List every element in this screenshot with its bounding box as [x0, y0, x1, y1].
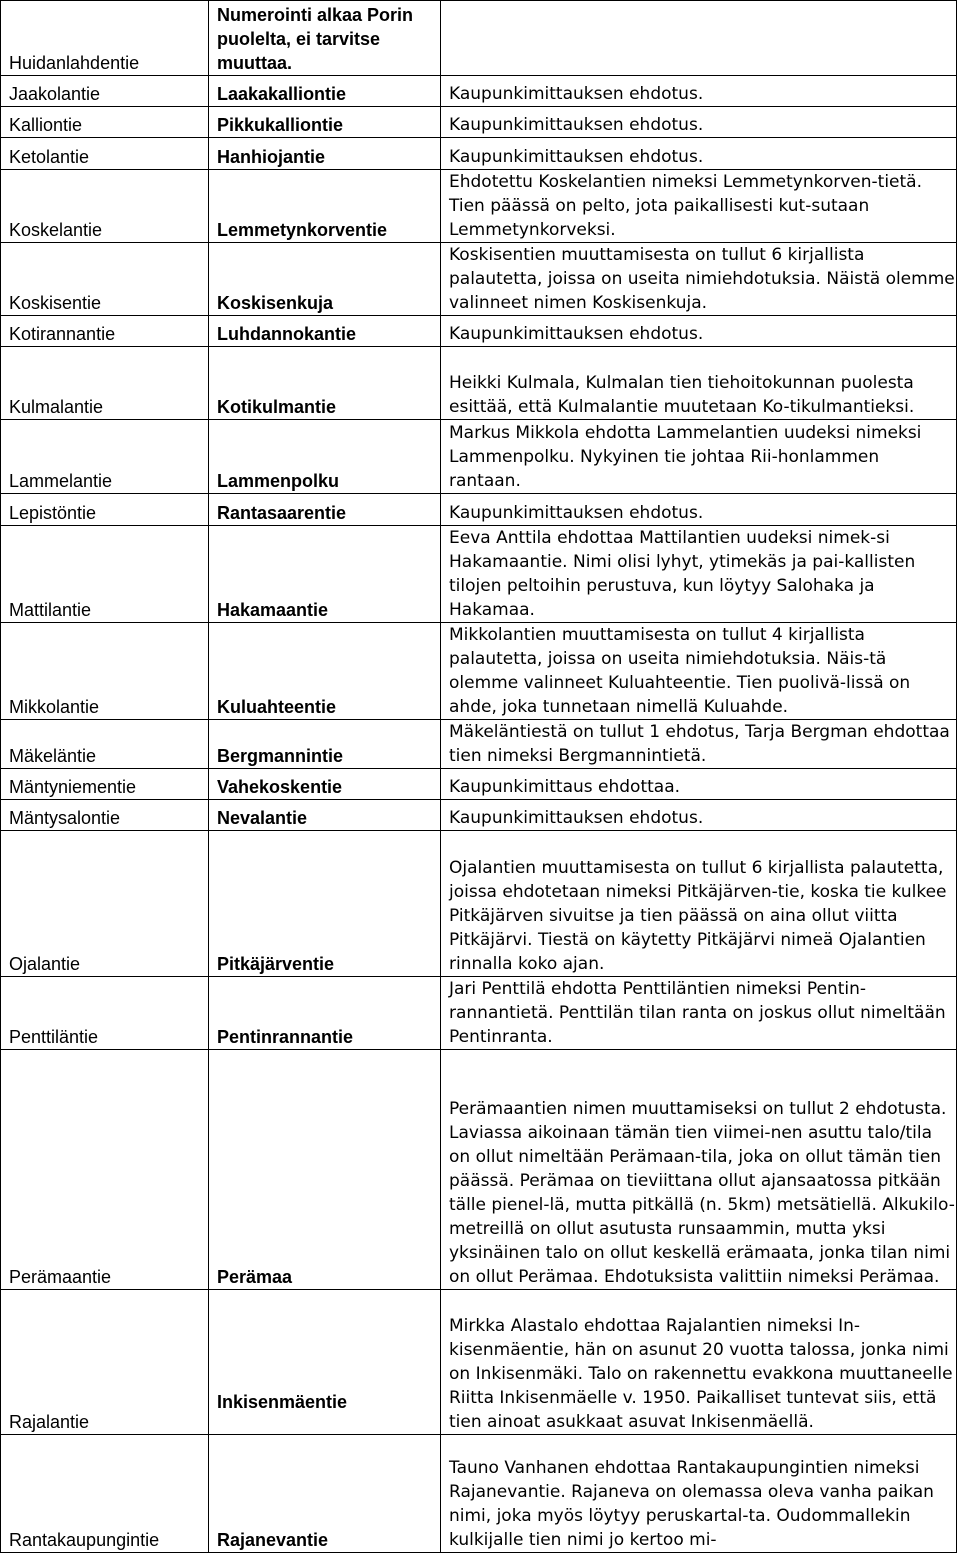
proposal-note: Jari Penttilä ehdotta Penttiläntien nimeksi Pentin-rannantietä. Penttilän tilan ranta on joskus ollut nimeltään Pentinranta. [441, 977, 957, 1050]
old-street-name: Mäntyniementie [1, 769, 209, 800]
new-street-name: Pentinrannantie [209, 977, 441, 1050]
new-street-name: Lemmetynkorventie [209, 170, 441, 243]
old-street-name: Rantakaupungintie [1, 1435, 209, 1553]
table-row [1, 1, 957, 76]
old-street-name: Ketolantie [1, 138, 209, 170]
proposal-note: Eeva Anttila ehdottaa Mattilantien uudeksi nimek-si Hakamaantie. Nimi olisi lyhyt, ytimekäs ja pai-kallisten tilojen peltoihin perustuva, kun löytyy Salohaka ja Hakamaa. [441, 526, 957, 623]
table-row [1, 977, 957, 1050]
table-row [1, 1050, 957, 1290]
proposal-note: Kaupunkimittauksen ehdotus. [441, 494, 957, 526]
proposal-note: Kaupunkimittauksen ehdotus. [441, 76, 957, 107]
new-street-name: Bergmannintie [209, 720, 441, 769]
proposal-note: Koskisentien muuttamisesta on tullut 6 kirjallista palautetta, joissa on useita nimiehdotuksia. Näistä olemme valinneet nimen Koskisenkuja. [441, 243, 957, 316]
new-street-name: Koskisenkuja [209, 243, 441, 316]
proposal-note: Kaupunkimittauksen ehdotus. [441, 800, 957, 831]
new-street-name: Laakakalliontie [209, 76, 441, 107]
proposal-note: Kaupunkimittauksen ehdotus. [441, 316, 957, 347]
table-row [1, 76, 957, 107]
old-street-name: Rajalantie [1, 1290, 209, 1435]
new-street-name: Perämaa [209, 1050, 441, 1290]
old-street-name: Koskelantie [1, 170, 209, 243]
old-street-name: Perämaantie [1, 1050, 209, 1290]
table-row [1, 243, 957, 316]
new-street-name: Luhdannokantie [209, 316, 441, 347]
table-row [1, 720, 957, 769]
old-street-name: Lammelantie [1, 420, 209, 494]
proposal-note [441, 1, 957, 76]
old-street-name: Mikkolantie [1, 623, 209, 720]
old-street-name: Jaakolantie [1, 76, 209, 107]
new-street-name: Kotikulmantie [209, 347, 441, 420]
old-street-name: Mattilantie [1, 526, 209, 623]
new-street-name: Rantasaarentie [209, 494, 441, 526]
old-street-name: Koskisentie [1, 243, 209, 316]
new-street-name: Inkisenmäentie [209, 1290, 441, 1435]
proposal-note: Kaupunkimittaus ehdottaa. [441, 769, 957, 800]
old-street-name: Mäkeläntie [1, 720, 209, 769]
new-street-name: Lammenpolku [209, 420, 441, 494]
old-street-name: Mäntysalontie [1, 800, 209, 831]
proposal-note: Ojalantien muuttamisesta on tullut 6 kirjallista palautetta, joissa ehdotetaan nimeksi Pitkäjärven-tie, koska tie kulkee Pitkäjärven sivuitse ja tien päässä on aina ollut viitta Pitkäjärvi. Tiestä on käytetty Pitkäjärvi nimeä Ojalantien rinnalla koko ajan. [441, 831, 957, 977]
old-street-name: Lepistöntie [1, 494, 209, 526]
old-street-name: Penttiläntie [1, 977, 209, 1050]
proposal-note: Kaupunkimittauksen ehdotus. [441, 138, 957, 170]
table-row [1, 1290, 957, 1435]
proposal-note: Heikki Kulmala, Kulmalan tien tiehoitokunnan puolesta esittää, että Kulmalantie muutetaan Ko-tikulmantieksi. [441, 347, 957, 420]
table-row [1, 107, 957, 138]
proposal-note: Markus Mikkola ehdotta Lammelantien uudeksi nimeksi Lammenpolku. Nykyinen tie johtaa Rii-honlammen rantaan. [441, 420, 957, 494]
new-street-name: Pitkäjärventie [209, 831, 441, 977]
table-row [1, 800, 957, 831]
table-row [1, 831, 957, 977]
proposal-note: Kaupunkimittauksen ehdotus. [441, 107, 957, 138]
proposal-note: Perämaantien nimen muuttamiseksi on tullut 2 ehdotusta. Laviassa aikoinaan tämän tien viimei-nen asuttu talo/tila on ollut nimeltään Perämaan-tila, joka on ollut tämän tien päässä. Perämaa on tieviittana ollut ajansaatossa pitkään tälle pienel-lä, mutta pitkällä (n. 5km) metsätiellä. Alkukilo-metreillä on ollut asutusta runsaammin, mutta yksi yksinäinen talo on ollut keskellä erämaata, jonka tilan nimi on ollut Perämaa. Ehdotuksista valittiin nimeksi Perämaa. [441, 1050, 957, 1290]
table-row [1, 347, 957, 420]
table-row [1, 138, 957, 170]
old-street-name: Kulmalantie [1, 347, 209, 420]
old-street-name: Kotirannantie [1, 316, 209, 347]
table-row [1, 769, 957, 800]
table-row [1, 316, 957, 347]
table-row [1, 623, 957, 720]
old-street-name: Huidanlahdentie [1, 1, 209, 76]
proposal-note: Tauno Vanhanen ehdottaa Rantakaupungintien nimeksi Rajanevantie. Rajaneva on olemassa oleva vanha paikan nimi, joka myös löytyy peruskartal-ta. Oudommallekin kulkijalle tien nimi jo kertoo mi- [441, 1435, 957, 1553]
table-row [1, 494, 957, 526]
proposal-note: Mirkka Alastalo ehdottaa Rajalantien nimeksi In-kisenmäentie, hän on asunut 20 vuotta talossa, jonka nimi on Inkisenmäki. Talo on rakennettu evakkona muuttaneelle Riitta Inkisenmäelle v. 1950. Paikalliset tuntevat siis, että tien ainoat asukkaat asuvat Inkisenmäellä. [441, 1290, 957, 1435]
new-street-name: Numerointi alkaa Porin puolelta, ei tarvitse muuttaa. [209, 1, 441, 76]
table-row [1, 526, 957, 623]
old-street-name: Kalliontie [1, 107, 209, 138]
new-street-name: Vahekoskentie [209, 769, 441, 800]
proposal-note: Ehdotettu Koskelantien nimeksi Lemmetynkorven-tietä. Tien päässä on pelto, jota paikallisesti kut-sutaan Lemmetynkorveksi. [441, 170, 957, 243]
new-street-name: Hanhiojantie [209, 138, 441, 170]
proposal-note: Mäkeläntiestä on tullut 1 ehdotus, Tarja Bergman ehdottaa tien nimeksi Bergmannintietä. [441, 720, 957, 769]
table-row [1, 1435, 957, 1553]
new-street-name: Rajanevantie [209, 1435, 441, 1553]
new-street-name: Hakamaantie [209, 526, 441, 623]
old-street-name: Ojalantie [1, 831, 209, 977]
new-street-name: Pikkukalliontie [209, 107, 441, 138]
new-street-name: Nevalantie [209, 800, 441, 831]
proposal-note: Mikkolantien muuttamisesta on tullut 4 kirjallista palautetta, joissa on useita nimiehdotuksia. Näis-tä olemme valinneet Kuluahteentie. Tien puolivä-lissä on ahde, joka tunnetaan nimellä Kuluahde. [441, 623, 957, 720]
new-street-name: Kuluahteentie [209, 623, 441, 720]
table-row [1, 420, 957, 494]
table-row [1, 170, 957, 243]
